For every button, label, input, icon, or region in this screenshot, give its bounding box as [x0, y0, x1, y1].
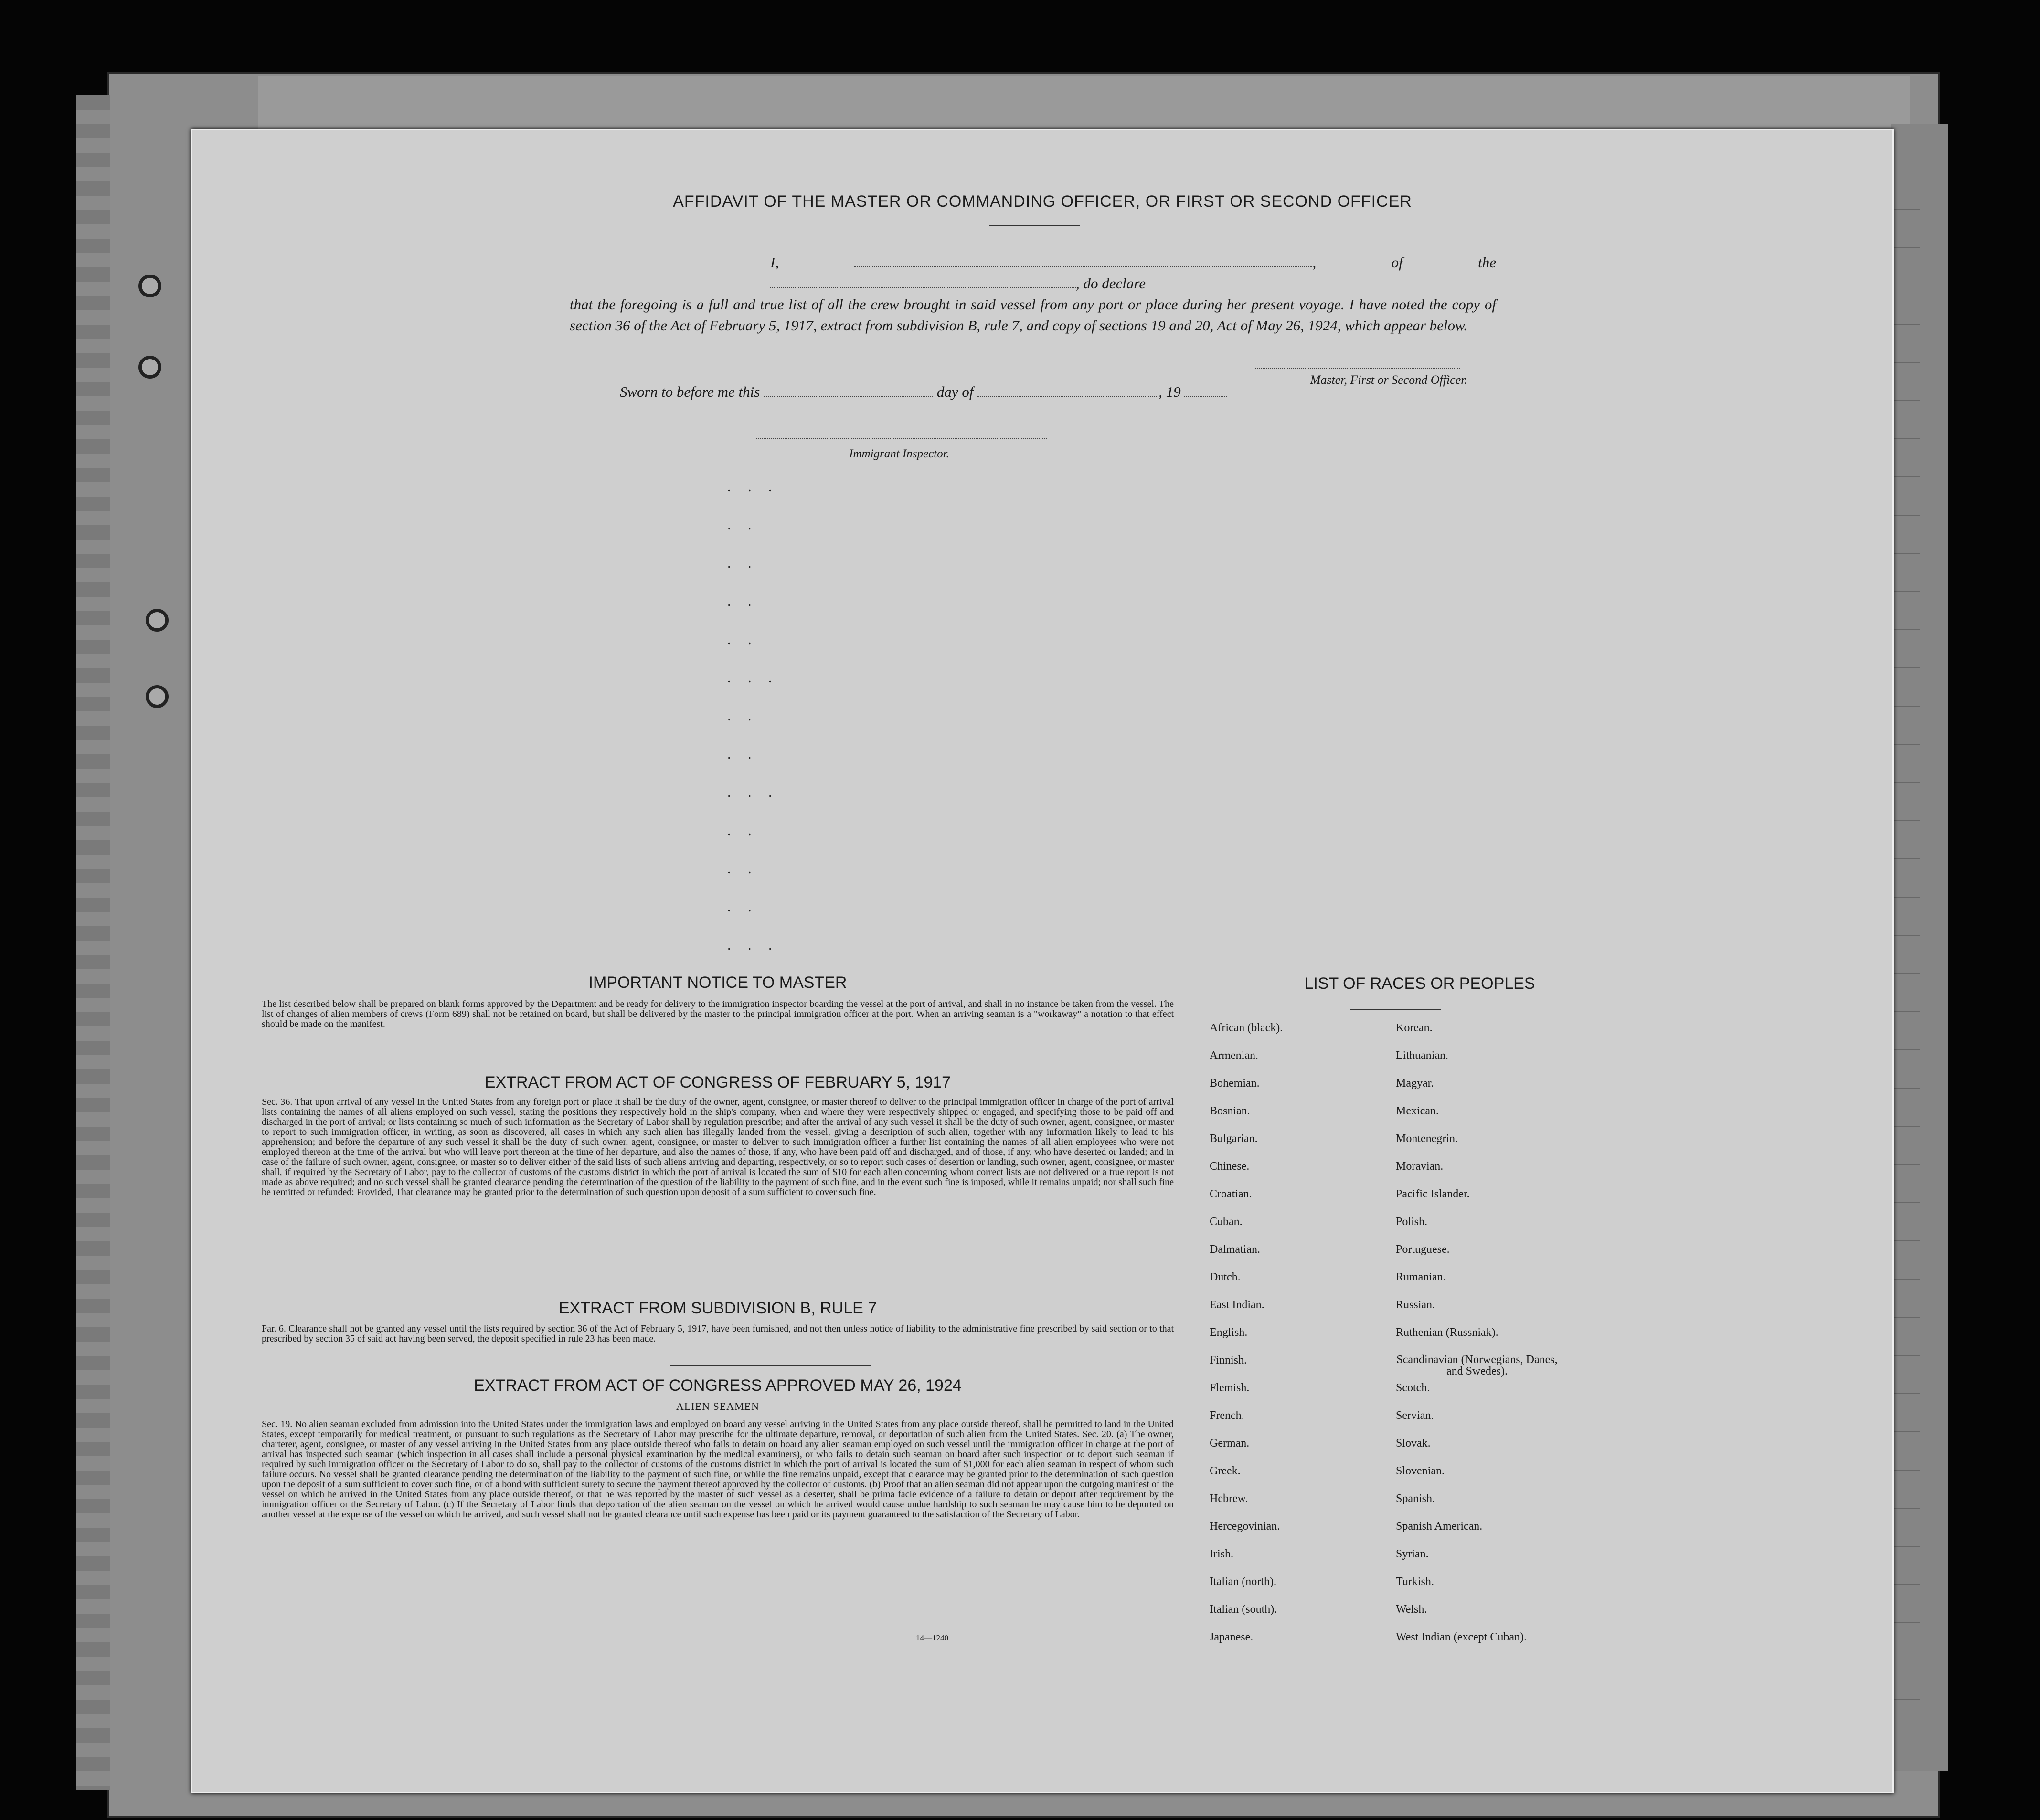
sworn-month-field[interactable]	[977, 382, 1158, 397]
punch-hole-icon	[146, 685, 169, 708]
sworn-day-of: day of	[936, 383, 974, 400]
vessel-name-field[interactable]	[770, 274, 1076, 288]
notice-title: IMPORTANT NOTICE TO MASTER	[588, 973, 847, 992]
race-item: Russian.	[1396, 1299, 1435, 1311]
race-item: Dalmatian.	[1210, 1243, 1260, 1256]
race-item: Japanese.	[1210, 1631, 1254, 1643]
race-item: Syrian.	[1396, 1548, 1429, 1560]
race-item: Spanish.	[1396, 1492, 1435, 1505]
race-item: Servian.	[1396, 1409, 1434, 1422]
bleed-through-marks: . . .	[727, 937, 779, 953]
race-item: Welsh.	[1396, 1603, 1427, 1616]
extract-1924-title: EXTRACT FROM ACT OF CONGRESS APPROVED MAY 26, 1924	[474, 1376, 962, 1395]
affidavit-text	[570, 252, 1496, 336]
race-item: Armenian.	[1210, 1049, 1258, 1062]
notice-text: The list described below shall be prepared on blank forms approved by the Department and be ready for delivery to the immigration inspector boarding the vessel at the port of arrival, and shall in no instance be taken from the vessel. The list of changes of alien members of crews (Form 689) shall not be retained on board, but shall be delivered by the master to the principal immigration officer at the port. When an arriving seaman is a "workaway" a notation to that effect should be made on the manifest.	[262, 999, 1174, 1029]
race-item: Cuban.	[1210, 1216, 1243, 1228]
affidavit-body: that the foregoing is a full and true list of all the crew brought in said vessel from any port or place during her present voyage. I have noted the copy of section 36 of the Act of February 5, 1917, extract from subdivision B, rule 7, and copy of sections 19 and 20, Act of May 26, 1924, which appear below.	[570, 296, 1496, 334]
race-item: English.	[1210, 1326, 1248, 1339]
bleed-through-marks: . .	[727, 823, 758, 838]
extract-1924-text: Sec. 19. No alien seaman excluded from admission into the United States under the immigration laws and employed on board any vessel arriving in the United States from any place outside thereof, shall be permitted to land in the United States, except temporarily for medical treatment, or pursuant to such regulations as the Secretary of Labor may prescribe for the ultimate departure, removal, or deportation of such alien from the United States. Sec. 20. (a) The owner, charterer, agent, consignee, or master of any vessel arriving in the United States from any place outside thereof who fails to detain on board any alien seaman employed on such vessel until the immigration officer in charge at the port of arrival has inspected such seaman (which inspection in all cases shall include a personal physical examination by the medical examiners), or who fails to detain such seaman on board after such inspection or to deport such seaman if required by such immigration officer or the Secretary of Labor to do so, shall pay to the collector of customs of the customs district in which the port of arrival is located the sum of $1,000 for each alien seaman in respect of whom such failure occurs. No vessel shall be granted clearance pending the determination of the liability to the payment of such fine, or while the fine remains unpaid, except that clearance may be granted prior to the determination of such question upon the deposit of a sum sufficient to cover such fine, or of a bond with sufficient surety to secure the payment thereof approved by the collector of customs. (b) Proof that an alien seaman did not appear upon the outgoing manifest of the vessel on which he arrived in the United States from any place outside thereof, or that he was reported by the master of such vessel as a deserter, shall be prima facie evidence of a failure to detain or deport after requirement by the immigration officer or the Secretary of Labor. (c) If the Secretary of Labor finds that deportation of the alien seaman on the vessel on which he arrived would cause undue hardship to such seaman he may cause him to be deported on another vessel at the expense of the vessel on which he arrived, and such vessel shall not be granted clearance until such expense has been paid or its payment guaranteed to the satisfaction of the Secretary of Labor.	[262, 1419, 1174, 1520]
race-item: Mexican.	[1396, 1105, 1439, 1117]
race-item: African (black).	[1210, 1022, 1283, 1034]
section-divider	[670, 1365, 871, 1366]
bleed-through-marks: . .	[727, 593, 758, 609]
race-item: West Indian (except Cuban).	[1396, 1631, 1527, 1643]
bleed-through-marks: . .	[727, 708, 758, 724]
binder-edge	[76, 95, 110, 1790]
races-divider	[1350, 1009, 1441, 1010]
race-item: Lithuanian.	[1396, 1049, 1448, 1062]
race-item: Hercegovinian.	[1210, 1520, 1280, 1533]
bleed-through-marks: . . .	[727, 784, 779, 800]
inspector-signature-field[interactable]	[756, 438, 1047, 439]
extract-1917-title: EXTRACT FROM ACT OF CONGRESS OF FEBRUARY 5, 1917	[484, 1073, 951, 1091]
affidavit-title: AFFIDAVIT OF THE MASTER OR COMMANDING OFFICER, OR FIRST OR SECOND OFFICER	[673, 192, 1412, 211]
race-item: Scotch.	[1396, 1382, 1430, 1394]
bleed-through-marks: . . .	[727, 670, 779, 686]
race-item: Flemish.	[1210, 1382, 1250, 1394]
extract-1917-text: Sec. 36. That upon arrival of any vessel in the United States from any foreign port or place it shall be the duty of the owner, agent, consignee, or master thereof to deliver to the principal immigration officer in charge of the port of arrival lists containing the names of all aliens employed on such vessel, stating the positions they respectively hold in the ship's company, when and where they were respectively shipped or engaged, and specifying those to be paid off and discharged in the port of arrival; or lists containing so much of such information as the Secretary of Labor shall by regulation prescribe; and after the arrival of any such vessel it shall be the duty of such owner, agent, consignee, or master to report to such immigration officer, in writing, as soon as discovered, all cases in which any such alien has illegally landed from the vessel, giving a description of such alien, together with any information likely to lead to his apprehension; and before the departure of any such vessel it shall be the duty of such owner, agent, consignee, or master to deliver to such immigration officer a further list containing the names of all alien employees who were not employed thereon at the time of the arrival but who will leave port thereon at the time of her departure, and also the names of those, if any, who have been paid off and discharged, and of those, if any, who have deserted or landed; and in case of the failure of such owner, agent, consignee, or master so to deliver either of the said lists of such aliens arriving and departing, respectively, or so to report such cases of desertion or landing, such owner, agent, consignee, or master shall, if required by the Secretary of Labor, pay to the collector of customs of the customs district in which the port of arrival is located the sum of $10 for each alien concerning whom correct lists are not delivered or a true report is not made as above required; and no such vessel shall be granted clearance pending the determination of the question of the liability to the payment of such fine, and in the event such fine is imposed, while it remains unpaid; nor shall such fine be remitted or refunded: Provided, That clearance may be granted prior to the determination of such question upon deposit of a sum sufficient to cover such fine.	[262, 1097, 1174, 1197]
race-item: Croatian.	[1210, 1188, 1252, 1200]
bleed-through-marks: . .	[727, 632, 758, 647]
declare-suffix: , do declare	[1076, 275, 1146, 292]
race-item: Italian (north).	[1210, 1576, 1276, 1588]
vessel-prefix: , of the	[1312, 254, 1496, 271]
race-item: East Indian.	[1210, 1299, 1264, 1311]
bleed-through-marks: . .	[727, 555, 758, 571]
inspector-label: Immigrant Inspector.	[849, 447, 949, 460]
bleed-through-marks: . .	[727, 899, 758, 915]
race-item: French.	[1210, 1409, 1244, 1422]
form-sheet	[191, 129, 1894, 1793]
sworn-prefix: Sworn to before me this	[620, 383, 760, 400]
bleed-through-marks: . .	[727, 861, 758, 877]
race-item: Slovenian.	[1396, 1465, 1445, 1477]
race-item: Hebrew.	[1210, 1492, 1248, 1505]
extract-rule7-title: EXTRACT FROM SUBDIVISION B, RULE 7	[558, 1299, 877, 1317]
sworn-statement	[620, 382, 1227, 401]
extract-rule7-text: Par. 6. Clearance shall not be granted any vessel until the lists required by section 36 of the Act of February 5, 1917, have been furnished, and not then unless notice of liability to the administrative fine prescribed by said section or to that prescribed by section 35 of said act having been served, the deposit specified in rule 23 has been made.	[262, 1323, 1174, 1344]
punch-hole-icon	[146, 609, 169, 632]
sworn-year-prefix: , 19	[1158, 383, 1181, 400]
race-item: Slovak.	[1396, 1437, 1431, 1450]
race-item: Ruthenian (Russniak).	[1396, 1326, 1498, 1339]
race-item: Rumanian.	[1396, 1271, 1446, 1283]
race-item: Greek.	[1210, 1465, 1241, 1477]
declarant-prefix: I,	[770, 254, 779, 271]
race-item: Turkish.	[1396, 1576, 1434, 1588]
race-item: Magyar.	[1396, 1077, 1434, 1090]
punch-hole-icon	[138, 356, 161, 379]
races-title: LIST OF RACES OR PEOPLES	[1304, 974, 1535, 993]
bleed-through-marks: . . .	[727, 479, 779, 495]
race-item: Spanish American.	[1396, 1520, 1483, 1533]
race-item: Korean.	[1396, 1022, 1433, 1034]
sworn-day-field[interactable]	[764, 382, 933, 397]
sworn-year-field[interactable]	[1184, 382, 1227, 397]
bleed-through-marks: . .	[727, 517, 758, 533]
title-divider	[989, 225, 1080, 226]
race-item: Portuguese.	[1396, 1243, 1450, 1256]
declarant-name-field[interactable]	[854, 253, 1312, 267]
race-item: Moravian.	[1396, 1160, 1444, 1173]
signature-label: Master, First or Second Officer.	[1310, 373, 1467, 387]
race-item: Bohemian.	[1210, 1077, 1260, 1090]
signature-field[interactable]	[1255, 368, 1460, 369]
race-item: German.	[1210, 1437, 1250, 1450]
race-item: Finnish.	[1210, 1354, 1247, 1366]
race-item: Italian (south).	[1210, 1603, 1277, 1616]
race-item: Pacific Islander.	[1396, 1188, 1470, 1200]
alien-seamen-subtitle: ALIEN SEAMEN	[676, 1400, 759, 1412]
race-item: Chinese.	[1210, 1160, 1250, 1173]
race-item: Irish.	[1210, 1548, 1233, 1560]
race-item: Bulgarian.	[1210, 1132, 1258, 1145]
race-item: Bosnian.	[1210, 1105, 1250, 1117]
race-item: Scandinavian (Norwegians, Danes, and Swedes).	[1396, 1354, 1558, 1377]
race-item: Dutch.	[1210, 1271, 1241, 1283]
punch-hole-icon	[138, 275, 161, 297]
form-number: 14—1240	[916, 1633, 948, 1642]
bleed-through-marks: . .	[727, 746, 758, 762]
race-item: Polish.	[1396, 1216, 1428, 1228]
race-item: Montenegrin.	[1396, 1132, 1458, 1145]
